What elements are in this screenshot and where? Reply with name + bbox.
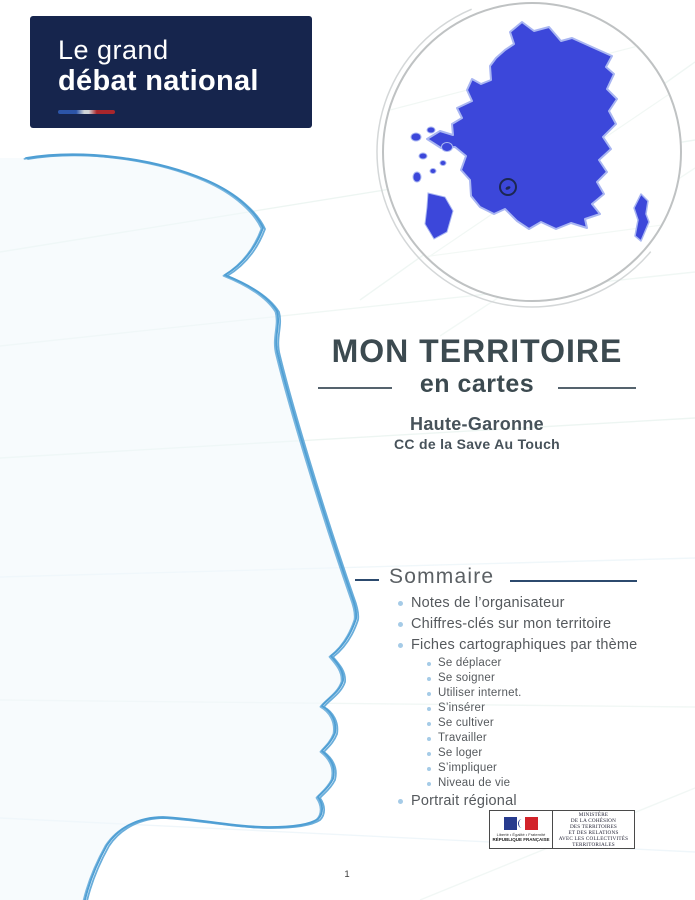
ministry-line: DE LA COHÉSION	[570, 817, 617, 824]
sommaire-subitem	[427, 776, 658, 791]
tricolor-flag-bar-icon	[58, 110, 115, 114]
sommaire-subitem-label: S’insérer	[438, 702, 486, 714]
sommaire-subitem	[427, 656, 658, 671]
sommaire-subitem-label: Se loger	[438, 747, 483, 759]
page-subtitle: en cartes	[419, 370, 535, 398]
sommaire-item	[398, 791, 658, 812]
sommaire-subitem-label: Utiliser internet.	[438, 687, 522, 699]
sommaire-item-label: Chiffres-clés sur mon territoire	[411, 616, 612, 632]
republique-francaise-block	[490, 811, 552, 848]
bullet-icon	[427, 722, 431, 726]
face-profile-sketch	[0, 154, 358, 900]
intercommunality-name: CC de la Save Au Touch	[393, 436, 561, 452]
bullet-icon	[427, 692, 431, 696]
ministry-logo	[489, 810, 635, 849]
bullet-icon	[427, 677, 431, 681]
ministry-line: AVEC LES COLLECTIVITÉS	[558, 835, 629, 842]
sommaire-dash	[355, 579, 379, 581]
sommaire-subitem	[427, 671, 658, 686]
sommaire-list	[398, 593, 658, 812]
grand-debat-logo	[30, 16, 312, 128]
ministry-name	[552, 811, 634, 848]
sommaire-item-label: Portrait régional	[411, 793, 517, 809]
sommaire-rule	[510, 580, 637, 582]
sommaire-subitem	[427, 701, 658, 716]
sommaire-subitem-label: Se déplacer	[438, 657, 502, 669]
sommaire-item	[398, 593, 658, 614]
republique-francaise-flag-icon	[504, 817, 538, 830]
sommaire-subitem	[427, 761, 658, 776]
subtitle-rule-right	[558, 387, 636, 389]
sommaire-subitem-label: Travailler	[438, 732, 487, 744]
sommaire-subitem-label: Niveau de vie	[438, 777, 511, 789]
sommaire-subitem	[427, 731, 658, 746]
sommaire-subitem-label: Se soigner	[438, 672, 495, 684]
sommaire-item-label: Fiches cartographiques par thème	[411, 637, 638, 653]
sommaire-subitem-label: S’impliquer	[438, 762, 498, 774]
page-number: 1	[344, 869, 350, 880]
ministry-line: TERRITORIALES	[572, 841, 615, 848]
bullet-icon	[398, 643, 403, 648]
sommaire-subitem	[427, 686, 658, 701]
republic-name: RÉPUBLIQUE FRANÇAISE	[492, 837, 550, 842]
ministry-line: DES TERRITOIRES	[569, 823, 618, 830]
bullet-icon	[398, 799, 403, 804]
brand-line-1: Le grand	[58, 35, 169, 65]
sommaire-heading: Sommaire	[389, 565, 495, 588]
ministry-line: MINISTÈRE	[578, 811, 609, 818]
ministry-line: ET DES RELATIONS	[568, 829, 619, 836]
sommaire-item	[398, 635, 658, 656]
brand-line-2: débat national	[58, 65, 259, 97]
bullet-icon	[427, 662, 431, 666]
department-name: Haute-Garonne	[410, 414, 544, 434]
bullet-icon	[427, 737, 431, 741]
region-inset-circle	[314, 0, 695, 370]
bullet-icon	[427, 767, 431, 771]
bullet-icon	[427, 707, 431, 711]
page-title: MON TERRITOIRE	[331, 333, 623, 369]
republic-motto: Liberté • Égalité • Fraternité	[496, 832, 546, 837]
subtitle-rule-left	[318, 387, 392, 389]
sommaire-subitem	[427, 716, 658, 731]
sommaire-item	[398, 614, 658, 635]
bullet-icon	[427, 752, 431, 756]
bullet-icon	[427, 782, 431, 786]
sommaire-subitem	[427, 746, 658, 761]
sommaire-item-label: Notes de l’organisateur	[411, 595, 565, 611]
bullet-icon	[398, 601, 403, 606]
sommaire-subitem-label: Se cultiver	[438, 717, 494, 729]
bullet-icon	[398, 622, 403, 627]
